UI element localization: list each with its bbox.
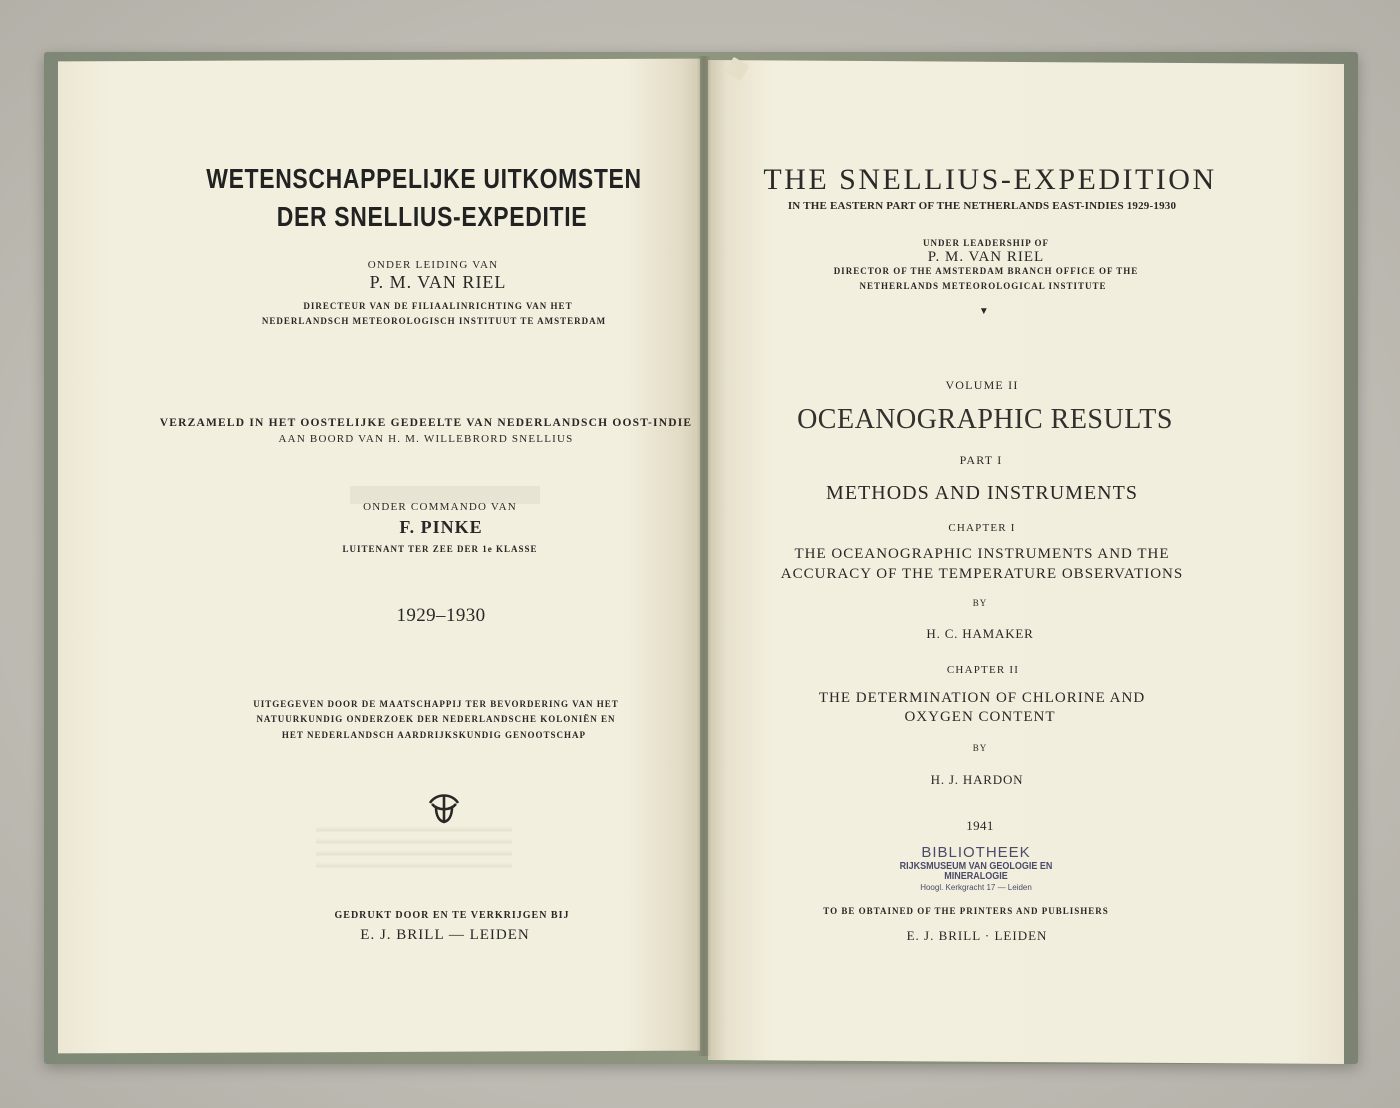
left-under-command: ONDER COMMANDO VAN	[363, 501, 517, 513]
left-collected-line2: AAN BOORD VAN H. M. WILLEBRORD SNELLIUS	[278, 433, 574, 445]
right-chapter1: CHAPTER I	[948, 522, 1016, 534]
right-leader-role-line2: NETHERLANDS METEOROLOGICAL INSTITUTE	[859, 281, 1107, 291]
right-part-title: METHODS AND INSTRUMENTS	[826, 482, 1138, 504]
right-chapter1-title-line2: ACCURACY OF THE TEMPERATURE OBSERVATIONS	[780, 566, 1184, 582]
publisher-emblem-icon	[426, 791, 462, 825]
right-chapter1-title-line1: THE OCEANOGRAPHIC INSTRUMENTS AND THE	[794, 546, 1170, 562]
right-ornament: ▼	[978, 306, 990, 317]
left-title-line1: WETENSCHAPPELIJKE UITKOMSTEN	[206, 163, 642, 194]
left-under-leadership: ONDER LEIDING VAN	[367, 259, 499, 271]
right-subtitle: IN THE EASTERN PART OF THE NETHERLANDS EAST-INDIES 1929-1930	[787, 200, 1177, 212]
right-author2: H. J. HARDON	[930, 772, 1024, 787]
right-year: 1941	[966, 818, 994, 833]
right-part: PART I	[959, 453, 1003, 467]
right-chapter2-title-line1: THE DETERMINATION OF CHLORINE AND	[818, 690, 1146, 706]
right-chapter2-title-line2: OXYGEN CONTENT	[904, 709, 1056, 725]
right-volume-title: OCEANOGRAPHIC RESULTS	[797, 404, 1173, 435]
left-collected-line1: VERZAMELD IN HET OOSTELIJKE GEDEELTE VAN NEDERLANDSCH OOST-INDIE	[159, 417, 693, 429]
right-leader-name: P. M. VAN RIEL	[927, 249, 1045, 265]
right-volume: VOLUME II	[945, 378, 1019, 392]
right-leader-role-line1: DIRECTOR OF THE AMSTERDAM BRANCH OFFICE OF THE	[833, 266, 1139, 276]
left-publisher-line3: HET NEDERLANDSCH AARDRIJKSKUNDIG GENOOTSCHAP	[281, 730, 587, 740]
right-by2: BY	[972, 743, 988, 753]
left-leader-name: P. M. VAN RIEL	[369, 272, 507, 292]
left-commander-rank: LUITENANT TER ZEE DER 1e KLASSE	[342, 544, 538, 554]
left-title-line2: DER SNELLIUS-EXPEDITIE	[276, 201, 588, 232]
right-chapter2: CHAPTER II	[946, 664, 1020, 676]
left-leader-role-line2: NEDERLANDSCH METEOROLOGISCH INSTITUUT TE AMSTERDAM	[261, 316, 607, 326]
stamp-line1: BIBLIOTHEEK	[921, 844, 1031, 861]
left-printer: E. J. BRILL — LEIDEN	[360, 927, 530, 943]
left-leader-role-line1: DIRECTEUR VAN DE FILIAALINRICHTING VAN HET	[303, 301, 573, 311]
left-publisher-line2: NATUURKUNDIG ONDERZOEK DER NEDERLANDSCHE KOLONIËN EN	[256, 714, 616, 724]
stamp-line2: RIJKSMUSEUM VAN GEOLOGIE EN MINERALOGIE	[899, 861, 1053, 882]
right-author1: H. C. HAMAKER	[926, 626, 1034, 641]
right-by1: BY	[972, 598, 988, 608]
left-years: 1929–1930	[396, 605, 486, 626]
library-stamp	[882, 845, 1070, 893]
right-under-leadership: UNDER LEADERSHIP OF	[922, 238, 1050, 248]
stamp-line3: Hoogl. Kerkgracht 17 — Leiden	[920, 883, 1032, 892]
left-commander-name: F. PINKE	[399, 517, 483, 537]
left-publisher-line1: UITGEGEVEN DOOR DE MAATSCHAPPIJ TER BEVORDERING VAN HET	[253, 699, 619, 709]
right-obtain: TO BE OBTAINED OF THE PRINTERS AND PUBLISHERS	[823, 906, 1109, 916]
bleed-through-stamp	[316, 820, 512, 874]
right-printer: E. J. BRILL · LEIDEN	[906, 928, 1048, 943]
right-title: THE SNELLIUS-EXPEDITION	[763, 163, 1217, 196]
left-printed-by: GEDRUKT DOOR EN TE VERKRIJGEN BIJ	[334, 910, 570, 921]
book-gutter	[697, 56, 711, 1056]
